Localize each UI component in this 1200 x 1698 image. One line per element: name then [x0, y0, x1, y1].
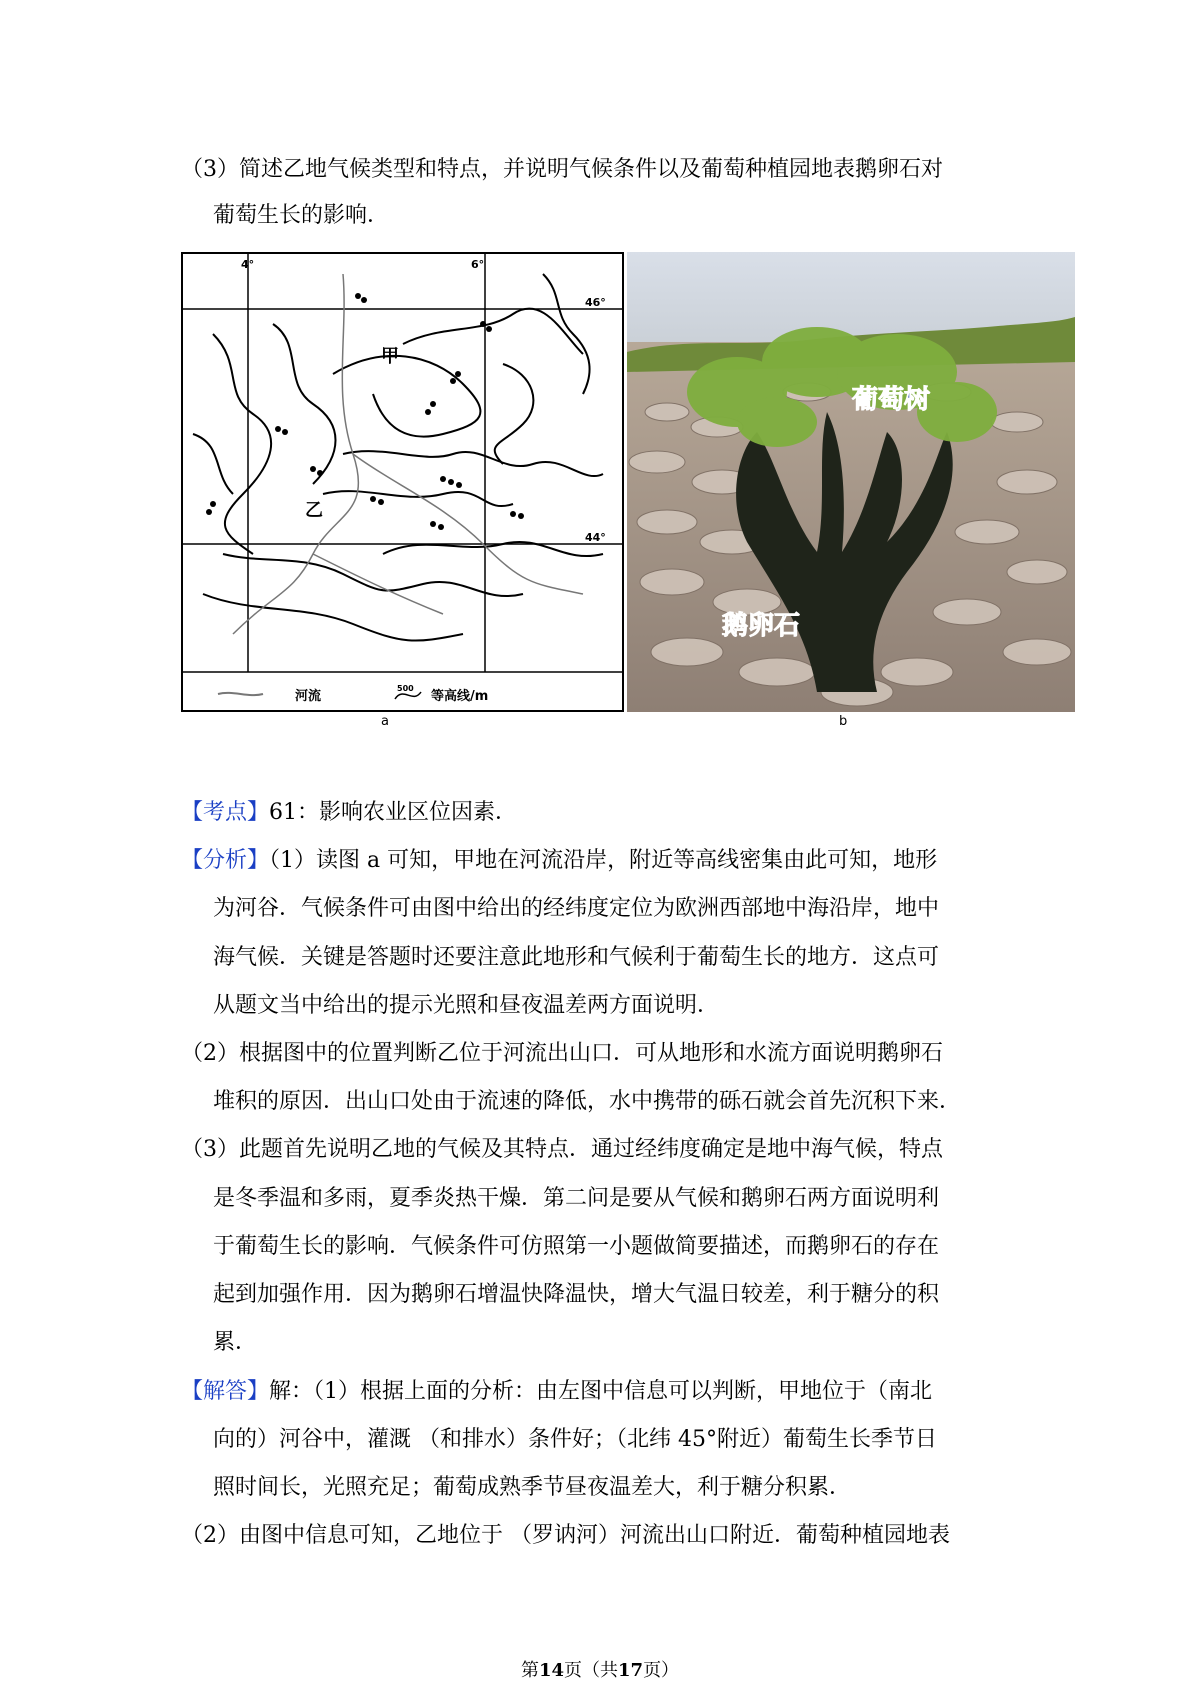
- footer-prefix: 第: [520, 1660, 539, 1681]
- footer-mid: 页（共: [564, 1660, 618, 1681]
- question-3-line-2: 葡萄生长的影响．: [213, 203, 390, 228]
- lon-label-4: 4°: [241, 258, 255, 271]
- lon-label-6: 6°: [471, 258, 485, 271]
- kaodian-line: [181, 798, 517, 828]
- photo-label-pebbles: 鹅卵石: [722, 611, 801, 641]
- question-3-line-1: （3）简述乙地气候类型和特点，并说明气候条件以及葡萄种植园地表鹅卵石对: [181, 157, 943, 182]
- vineyard-photo-drawing: [627, 252, 1075, 712]
- fenxi-p3-line-2: 是冬季温和多雨，夏季炎热干燥．第二问是要从气候和鹅卵石两方面说明利: [213, 1186, 940, 1211]
- contour-map-drawing: [183, 254, 622, 710]
- jieda-tag: 【解答】: [181, 1379, 270, 1404]
- caption-a: a: [381, 714, 389, 729]
- fenxi-p1-line-4: 从题文当中给出的提示光照和昼夜温差两方面说明．: [213, 993, 720, 1018]
- jieda-line-4: （2）由图中信息可知，乙地位于 （罗讷河）河流出山口附近．葡萄种植园地表: [181, 1523, 950, 1548]
- fenxi-p3-line-4: 起到加强作用．因为鹅卵石增温快降温快，增大气温日较差，利于糖分的积: [213, 1282, 940, 1307]
- fenxi-p3-line-1: （3）此题首先说明乙地的气候及其特点．通过经纬度确定是地中海气候，特点: [181, 1137, 943, 1162]
- footer-suffix: 页）: [643, 1660, 680, 1681]
- page-footer: [0, 1656, 1200, 1682]
- fenxi-p2-line-2: 堆积的原因．出山口处由于流速的降低，水中携带的砾石就会首先沉积下来．: [213, 1089, 962, 1114]
- fenxi-p3-line-5: 累．: [213, 1330, 258, 1355]
- fenxi-p2-line-1: （2）根据图中的位置判断乙位于河流出山口．可从地形和水流方面说明鹅卵石: [181, 1041, 943, 1066]
- kaodian-text: 61：影响农业区位因素．: [269, 800, 518, 825]
- place-label-jia: 甲: [381, 346, 399, 367]
- jieda-line-3: 照时间长，光照充足；葡萄成熟季节昼夜温差大，利于糖分积累．: [213, 1475, 852, 1500]
- jieda-line-1: [181, 1377, 932, 1407]
- footer-page-number: 14: [538, 1660, 564, 1681]
- fenxi-p1-line-2: 为河谷．气候条件可由图中给出的经纬度定位为欧洲西部地中海沿岸，地中: [213, 896, 940, 921]
- place-label-yi: 乙: [305, 500, 323, 521]
- caption-b: b: [839, 714, 848, 729]
- jieda-text-1: 解：（1）根据上面的分析：由左图中信息可以判断，甲地位于（南北: [269, 1379, 933, 1404]
- kaodian-tag: 【考点】: [181, 800, 270, 825]
- fenxi-tag: 【分析】: [181, 848, 270, 873]
- contour-map-a: [181, 252, 624, 712]
- lat-label-46: 46°: [585, 296, 606, 309]
- fenxi-line-1: [181, 846, 937, 876]
- lat-label-44: 44°: [585, 531, 606, 544]
- fenxi-p1-line-3: 海气候．关键是答题时还要注意此地形和气候利于葡萄生长的地方．这点可: [213, 945, 940, 970]
- fenxi-p3-line-3: 于葡萄生长的影响．气候条件可仿照第一小题做简要描述，而鹅卵石的存在: [213, 1234, 940, 1259]
- photo-label-grape-tree: 葡萄树: [852, 385, 931, 415]
- jieda-line-2: 向的）河谷中，灌溉 （和排水）条件好；（北纬 45°附近）葡萄生长季节日: [213, 1427, 937, 1452]
- footer-total-pages: 17: [618, 1660, 644, 1681]
- legend-river-label: 河流: [295, 689, 322, 704]
- legend-contour-sample: 500: [397, 684, 414, 693]
- legend-contour-label: 等高线/m: [431, 689, 489, 704]
- fenxi-p1-line-1: （1）读图 a 可知，甲地在河流沿岸，附近等高线密集由此可知，地形: [269, 848, 938, 873]
- figure: [181, 252, 1075, 730]
- vineyard-photo-b: [627, 252, 1075, 712]
